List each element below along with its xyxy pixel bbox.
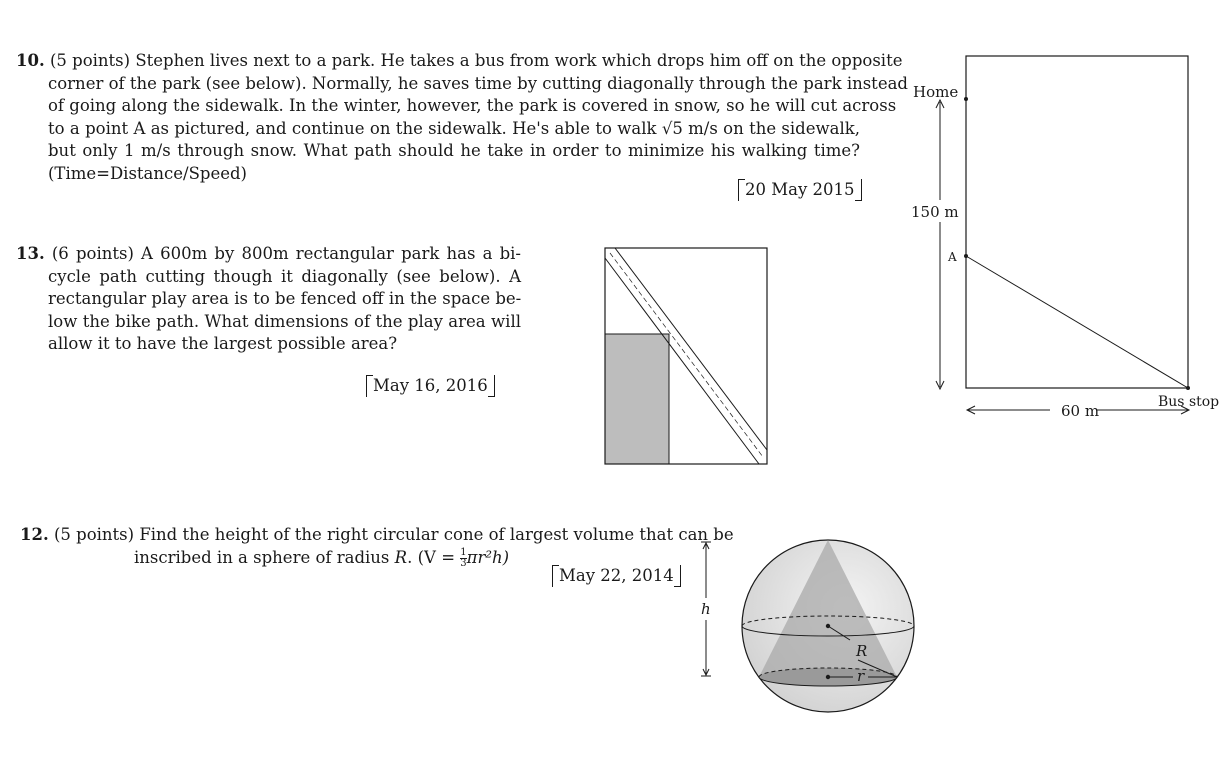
formula-prefix: (V = xyxy=(417,547,456,567)
problem-13-number: 13. xyxy=(16,244,45,263)
problem-10-line-3: of going along the sidewalk. In the winter, however, the park is covered in snow, so he will cut across xyxy=(48,96,897,116)
problem-12-line-2: inscribed in a sphere of radius xyxy=(134,547,390,567)
problem-10-text xyxy=(16,50,908,186)
problem-12-date: May 22, 2014 xyxy=(552,565,681,587)
height-label: 150 m xyxy=(911,203,959,221)
base-radius-label: r xyxy=(857,667,865,685)
park-snow-diagram xyxy=(900,50,1220,450)
problem-12-text: 12. (5 points) Find the height of the right circular cone of largest volume that can be inscribed in a sphere of radius R. (V = $\frac{1}{3}$ πr²h) xyxy=(20,525,734,569)
sphere-cone-diagram xyxy=(690,532,920,722)
problem-10-line-1: (5 points) Stephen lives next to a park. He takes a bus from work which drops him off on the opposite xyxy=(49,51,903,70)
bus-stop-label: Bus stop xyxy=(1158,394,1220,410)
problem-12-line-1: (5 points) Find the height of the right circular cone of largest volume that can be xyxy=(53,525,734,544)
fraction-numerator: 1 xyxy=(460,546,467,558)
point-a-label: A xyxy=(948,250,957,264)
radius-variable: R xyxy=(394,547,408,567)
fraction-denominator: 3 xyxy=(460,557,467,569)
problem-10-line-4: to a point A as pictured, and continue on the sidewalk. He's able to walk √5 m/s on the sidewalk, xyxy=(48,118,860,138)
home-point xyxy=(964,97,968,101)
park-rectangle xyxy=(966,56,1188,388)
problem-13-line-4: low the bike path. What dimensions of the play area will xyxy=(48,311,521,331)
bike-path-diagram xyxy=(603,246,773,468)
home-label: Home xyxy=(913,83,959,101)
problem-13-line-3: rectangular play area is to be fenced off in the space be- xyxy=(48,289,522,309)
problem-13-text xyxy=(16,243,521,356)
height-variable-label: h xyxy=(701,600,711,618)
problem-13-line-2: cycle path cutting though it diagonally (see below). A xyxy=(48,266,521,286)
problem-10-line-2: corner of the park (see below). Normally, he saves time by cutting diagonally through the park instead xyxy=(48,73,908,93)
problem-10-line-6: (Time=Distance/Speed) xyxy=(48,163,247,183)
problem-10-date: 20 May 2015 xyxy=(738,179,862,201)
problem-10-line-5: but only 1 m/s through snow. What path should he take in order to minimize his walking time? xyxy=(48,141,860,161)
play-area xyxy=(605,334,669,464)
formula-rest: πr²h) xyxy=(466,547,510,567)
width-label: 60 m xyxy=(1061,402,1100,420)
problem-13-line-1: (6 points) A 600m by 800m rectangular park has a bi- xyxy=(51,244,521,263)
problem-13-date: May 16, 2016 xyxy=(366,375,495,397)
problem-12-number: 12. xyxy=(20,525,49,544)
radius-label: R xyxy=(856,642,868,660)
path-to-a xyxy=(966,256,1188,388)
problem-13-line-5: allow it to have the largest possible area? xyxy=(48,334,398,354)
problem-10-number: 10. xyxy=(16,51,45,70)
